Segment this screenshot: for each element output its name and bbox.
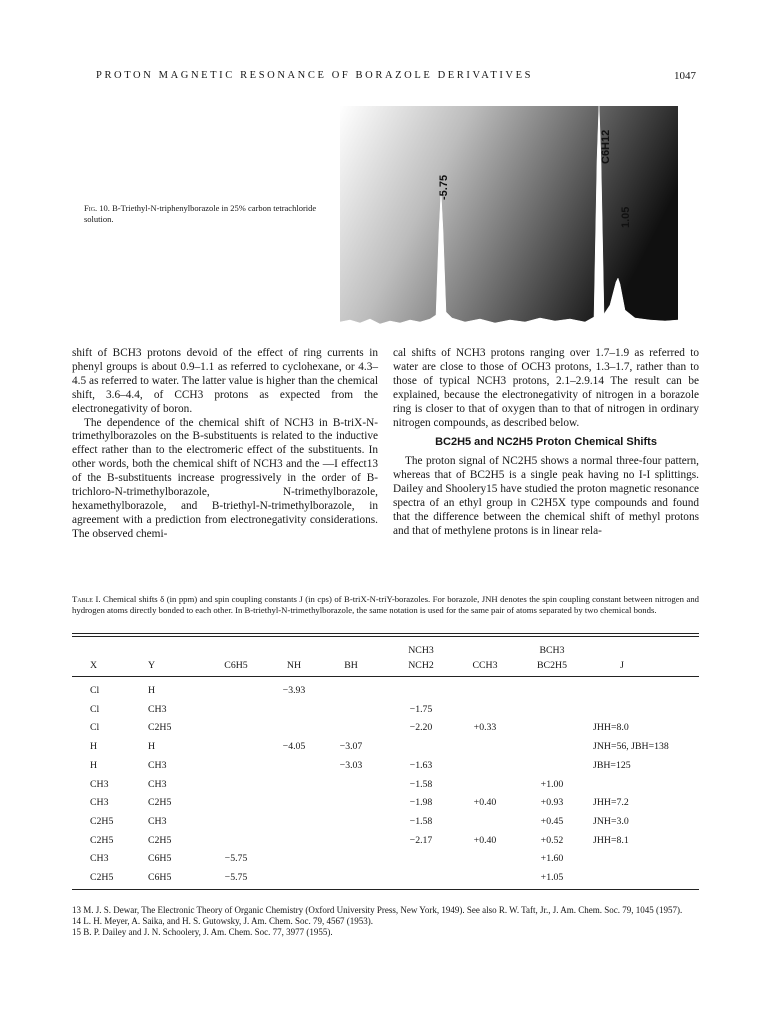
table-caption <box>72 594 699 615</box>
table-cell: CH3 <box>148 815 167 827</box>
table-cell: JHH=8.1 <box>593 834 629 846</box>
table-cell: CH3 <box>148 703 167 715</box>
table-cell: C2H5 <box>148 797 172 809</box>
table-cell: C2H5 <box>90 872 114 883</box>
figure-caption-text: B-Triethyl-N-triphenylborazole in 25% carbon tetrachloride solution. <box>84 203 317 224</box>
table-header-cell: NCH2 <box>408 660 434 671</box>
table-cell: C2H5 <box>148 834 172 846</box>
table-cell: JNH=56, JBH=138 <box>593 741 669 753</box>
footnotes <box>72 905 699 937</box>
table-cell: −4.05 <box>282 741 306 753</box>
table-cell: C2H5 <box>90 834 114 846</box>
right-column <box>393 347 699 539</box>
table-label: Table I. <box>72 594 101 604</box>
table-header-cell: C6H5 <box>224 660 248 671</box>
table-cell: H <box>148 741 156 753</box>
table-cell: +0.52 <box>540 834 564 846</box>
table-cell: JHH=7.2 <box>593 797 629 809</box>
table-cell: −3.07 <box>339 741 363 753</box>
footnote-14: 14 L. H. Meyer, A. Saika, and H. S. Gutowsky, J. Am. Chem. Soc. 79, 4567 (1953). <box>72 915 374 926</box>
table-cell: −1.98 <box>409 797 433 809</box>
table-cell: CH3 <box>148 778 167 790</box>
table-cell: Cl <box>90 703 100 715</box>
table-header-top-cell: NCH3 <box>408 645 434 656</box>
left-paragraph-1: shift of BCH3 protons devoid of the effect of ring currents in phenyl groups is about 0.9–1.1 as referred to cyclohexane, or 4.3–4.5 as referred to water. The latter value is higher than the chemical shift, 3.6–4.4, of CCH3 protons as expected from the electronegativity of boron. <box>72 347 378 415</box>
footnote-13: 13 M. J. S. Dewar, The Electronic Theory of Organic Chemistry (Oxford University Press, New York, 1949). See also R. W. Taft, Jr., J. Am. Chem. Soc. 79, 1045 (1957). <box>72 905 683 915</box>
peak-label-cyclohexane: C6H12 <box>600 129 612 164</box>
table-cell: −1.58 <box>409 815 433 827</box>
table-cell: Cl <box>90 685 100 696</box>
table-header-cell: X <box>90 660 98 671</box>
table-cell: −1.75 <box>409 703 433 715</box>
table-cell: C2H5 <box>90 815 114 827</box>
table-caption-text: Chemical shifts δ (in ppm) and spin coupling constants J (in cps) of B-triX-N-triY-borazoles. For borazole, JNH denotes the spin coupling constant between nitrogen and hydrogen atoms directly bonded to each other. In B-triethyl-N-trimethylborazole, the same notation is used for the same pair of atoms separated by two chemical bonds. <box>72 594 700 615</box>
table-cell: Cl <box>90 722 100 734</box>
table-cell: +0.40 <box>473 797 497 809</box>
nmr-spectrum-figure <box>340 100 678 340</box>
figure-label: Fig. 10. <box>84 203 110 213</box>
figure-caption <box>84 203 334 225</box>
right-paragraph-2: The proton signal of NC2H5 shows a normal three-four pattern, whereas that of BC2H5 is a single peak having no I-I splittings. Dailey and Shoolery15 have studied the proton magnetic resonance spectra of an ethyl group in C2H5X type compounds and found that the difference between the chemical shift of methyl protons and that of methylene protons is in linear rela- <box>393 455 699 537</box>
peak-label-ethyl: 1.05 <box>620 206 632 228</box>
table-cell: CH3 <box>90 778 109 790</box>
table-cell: +0.45 <box>540 815 564 827</box>
left-column <box>72 347 378 542</box>
table-top-rule <box>72 633 699 634</box>
running-title: PROTON MAGNETIC RESONANCE OF BORAZOLE DERIVATIVES <box>96 70 534 81</box>
table-header-cell: J <box>620 660 624 671</box>
table-top-rule-2 <box>72 636 699 637</box>
table-cell: +0.93 <box>540 797 564 809</box>
table-cell: H <box>90 741 98 753</box>
table-header-rule <box>72 676 699 677</box>
table-cell: C6H5 <box>148 872 172 883</box>
table-cell: CH3 <box>90 797 109 809</box>
section-heading: BC2H5 and NC2H5 Proton Chemical Shifts <box>435 436 657 449</box>
table-cell: JNH=3.0 <box>593 815 629 827</box>
table-cell: −3.93 <box>282 685 306 696</box>
table-cell: −5.75 <box>224 853 248 865</box>
table-cell: −3.03 <box>339 759 363 771</box>
table-cell: C6H5 <box>148 853 172 865</box>
table-cell: +0.33 <box>473 722 497 734</box>
table-header-cell: BH <box>344 660 358 671</box>
footnote-15: 15 B. P. Dailey and J. N. Schoolery, J. Am. Chem. Soc. 77, 3977 (1955). <box>72 926 333 937</box>
running-header <box>96 70 696 82</box>
table-cell: −1.58 <box>409 778 433 790</box>
table-cell: CH3 <box>148 759 167 771</box>
table-cell: +1.00 <box>540 778 564 790</box>
table-header-cell: BC2H5 <box>537 660 567 671</box>
table-cell: JHH=8.0 <box>593 722 629 734</box>
peak-label-phenyl: -5.75 <box>438 174 450 200</box>
table-cell: +1.05 <box>540 872 564 883</box>
table-cell: C2H5 <box>148 722 172 734</box>
table-cell: CH3 <box>90 853 109 865</box>
table-cell: −5.75 <box>224 872 248 883</box>
page-number: 1047 <box>674 70 696 82</box>
left-paragraph-2: The dependence of the chemical shift of NCH3 in B-triX-N-trimethylborazoles on the B-substituents is related to the inductive effect rather than to the electromeric effect of the substituents. In other words, both the chemical shift of NCH3 and the —I effect13 of the B-substituents increase progressively in the order of B-trichloro-N-trimethylborazole, N-trimethylborazole, hexamethylborazole, and B-triethyl-N-trimethylborazole, in agreement with a prediction from electronegativity considerations. The observed chemi- <box>72 416 378 540</box>
table-cell: +0.40 <box>473 834 497 846</box>
table-cell: −2.17 <box>409 834 433 846</box>
table-cell: −2.20 <box>409 722 433 734</box>
table-header-cell: Y <box>148 660 156 671</box>
table-cell: JBH=125 <box>593 759 631 771</box>
table-header-top-cell: BCH3 <box>539 645 565 656</box>
table-header-cell: CCH3 <box>472 660 498 671</box>
table-bottom-rule <box>72 889 699 890</box>
table-header-cell: NH <box>286 660 302 671</box>
right-paragraph-1: cal shifts of NCH3 protons ranging over 1.7–1.9 as referred to water are close to those of OCH3 protons, 1.3–1.7, rather than to those of typical NCH3 protons, 2.1–2.9.14 The result can be explained, because the electronegativity of nitrogen in a borazole ring is closer to that of oxygen than to that of nitrogen in ordinary nitrogen compounds, as described below. <box>393 347 699 429</box>
table-cell: −1.63 <box>409 759 433 771</box>
table-cell: H <box>90 759 98 771</box>
table-cell: +1.60 <box>540 853 564 865</box>
table-cell: H <box>148 685 156 696</box>
